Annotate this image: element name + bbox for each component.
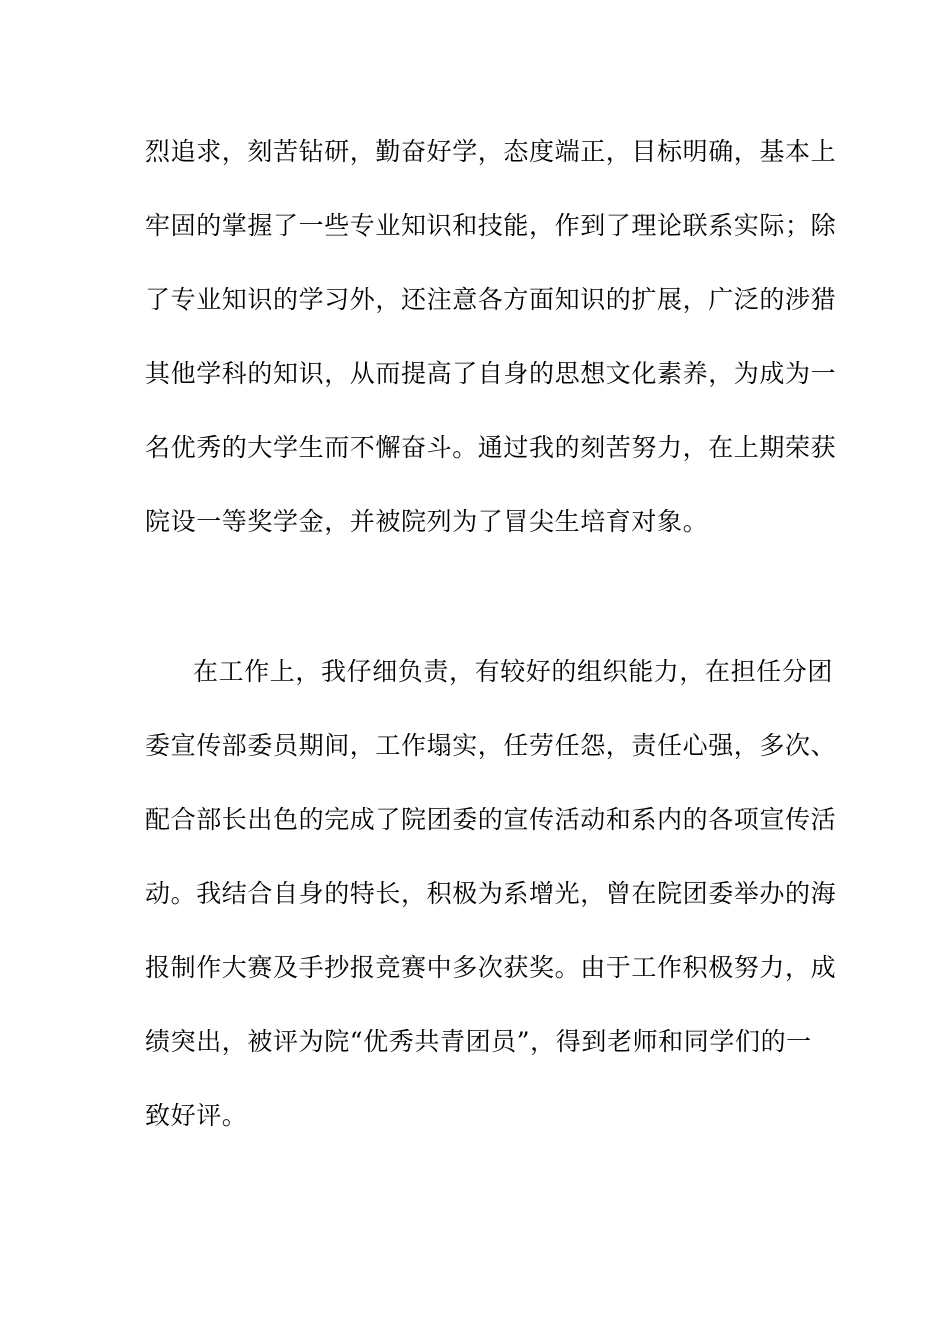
text-line: 了专业知识的学习外，还注意各方面知识的扩展，广泛的涉猎 — [145, 285, 837, 314]
text-line: 在工作上，我仔细负责，有较好的组织能力，在担任分团 — [193, 657, 834, 686]
text-line: 动。我结合自身的特长，积极为系增光，曾在院团委举办的海 — [145, 879, 837, 908]
text-line: 烈追求，刻苦钻研，勤奋好学，态度端正，目标明确，基本上 — [145, 137, 837, 166]
text-line: 委宣传部委员期间，工作塌实，任劳任怨，责任心强，多次、 — [145, 731, 837, 760]
text-line: 牢固的掌握了一些专业知识和技能，作到了理论联系实际；除 — [145, 211, 837, 240]
text-line: 配合部长出色的完成了院团委的宣传活动和系内的各项宣传活 — [145, 805, 837, 834]
text-line: 报制作大赛及手抄报竞赛中多次获奖。由于工作积极努力，成 — [145, 953, 837, 982]
text-line: 院设一等奖学金，并被院列为了冒尖生培育对象。 — [145, 507, 709, 536]
text-line: 其他学科的知识，从而提高了自身的思想文化素养，为成为一 — [145, 359, 837, 388]
text-line: 致好评。 — [145, 1101, 248, 1130]
text-line: 绩突出，被评为院“优秀共青团员”，得到老师和同学们的一 — [145, 1027, 812, 1056]
text-line: 名优秀的大学生而不懈奋斗。通过我的刻苦努力，在上期荣获 — [145, 433, 837, 462]
